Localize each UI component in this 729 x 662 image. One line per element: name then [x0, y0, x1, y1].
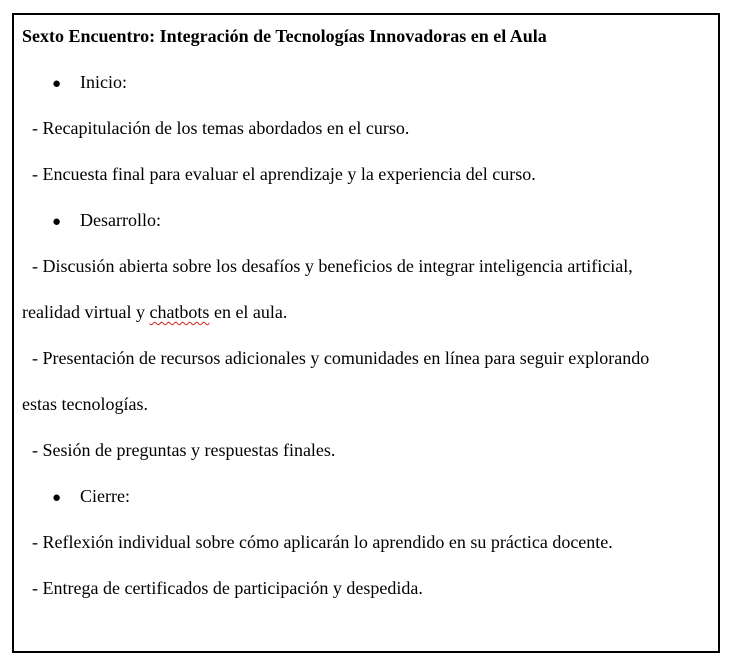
document-frame — [12, 13, 720, 653]
list-item: - Reflexión individual sobre cómo aplicarán lo aprendido en su práctica docente. — [32, 532, 613, 552]
section-heading-cierre — [52, 485, 130, 509]
spellcheck-flagged-word[interactable]: chatbots — [149, 302, 210, 322]
document-title: Sexto Encuentro: Integración de Tecnologías Innovadoras en el Aula — [22, 26, 547, 46]
list-item: - Discusión abierta sobre los desafíos y beneficios de integrar inteligencia artificial, — [32, 256, 633, 276]
section-heading-label: Desarrollo: — [80, 210, 161, 230]
list-item: - Sesión de preguntas y respuestas finales. — [32, 440, 336, 460]
bullet-icon: ● — [52, 76, 62, 92]
list-item: - Entrega de certificados de participación y despedida. — [32, 578, 423, 598]
list-item: - Encuesta final para evaluar el aprendizaje y la experiencia del curso. — [32, 164, 536, 184]
section-heading-inicio — [52, 71, 127, 95]
text-fragment: realidad virtual y — [22, 302, 150, 322]
bullet-icon: ● — [52, 490, 62, 506]
section-heading-desarrollo — [52, 209, 161, 233]
list-item: - Recapitulación de los temas abordados en el curso. — [32, 118, 410, 138]
section-heading-label: Cierre: — [80, 486, 130, 506]
list-item-continuation — [22, 301, 287, 323]
bullet-icon: ● — [52, 214, 62, 230]
text-fragment: en el aula. — [209, 302, 288, 322]
list-item: - Presentación de recursos adicionales y comunidades en línea para seguir explorando — [32, 348, 650, 368]
list-item-continuation: estas tecnologías. — [22, 394, 148, 414]
section-heading-label: Inicio: — [80, 72, 127, 92]
